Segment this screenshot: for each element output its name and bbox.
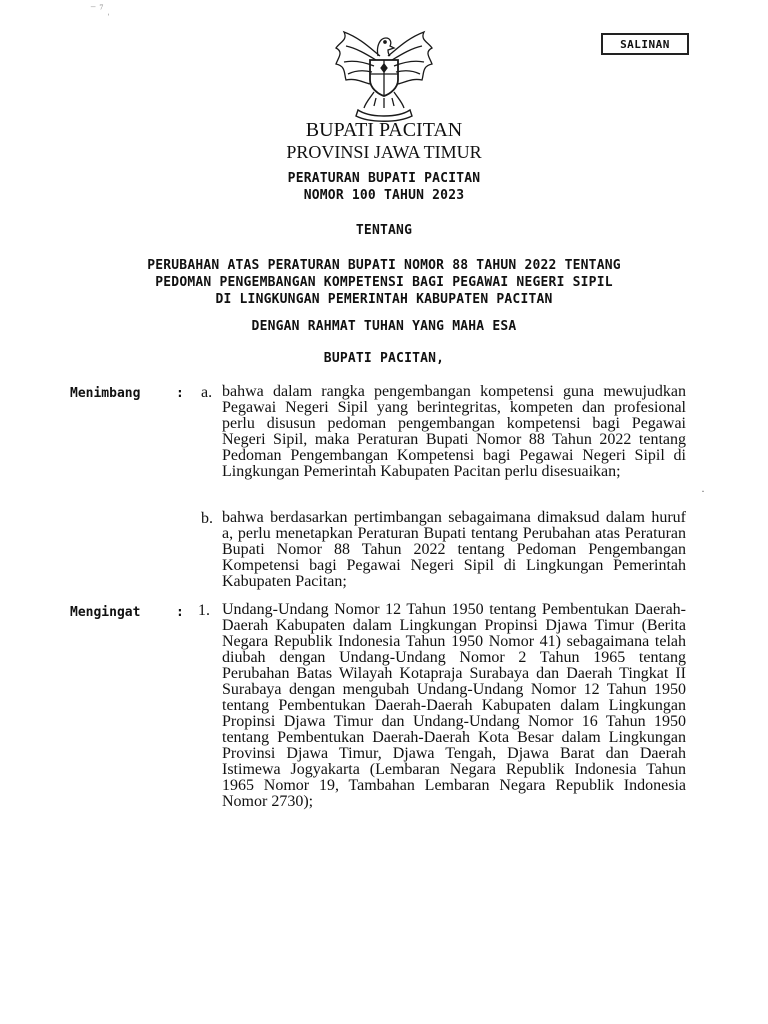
regulation-heading — [60, 170, 708, 204]
page-title: BUPATI PACITAN — [305, 119, 463, 141]
mengingat-item-1: Undang-Undang Nomor 12 Tahun 1950 tentang Pembentukan Daerah-Daerah Kabupaten dalam Lingkungan Propinsi Djawa Timur (Berita Negara Republik Indonesia Tahun 1950 Nomor 41) sebagaimana telah diubah dengan Undang-Undang Nomor 2 Tahun 1965 tentang Perubahan Batas Wilayah Kotapraja Surabaya dan Daerah Tingkat II Surabaya dengan mengubah Undang-Undang Nomor 12 Tahun 1950 tentang Pembentukan Daerah-Daerah Kabupaten dalam Lingkungan Propinsi Djawa Timur dan Undang-Undang Nomor 16 Tahun 1950 tentang Pembentukan Daerah-Daerah Kota Besar dalam Lingkungan Provinsi Djawa Timur, Djawa Tengah, Djawa Barat dan Daerah Istimewa Jogyakarta (Lembaran Negara Republik Indonesia Tahun 1965 Nomor 19, Tambahan Lembaran Negara Republik Indonesia Nomor 2730); — [222, 601, 686, 810]
menimbang-label: Menimbang — [70, 386, 141, 401]
subject-heading — [60, 257, 708, 308]
tentang-heading: TENTANG — [355, 223, 413, 238]
salinan-stamp: SALINAN — [601, 33, 689, 55]
subject-line-2: PEDOMAN PENGEMBANGAN KOMPETENSI BAGI PEGAWAI NEGERI SIPIL — [155, 275, 613, 290]
scan-mark: ⁻ ⁷ ˌ — [90, 2, 111, 16]
menimbang-item-a: bahwa dalam rangka pengembangan kompetensi guna mewujudkan Pegawai Negeri Sipil yang berintegritas, kompeten dan profesional perlu disusun pedoman pengembangan kompetensi bagi Pegawai Negeri Sipil, maka Peraturan Bupati Nomor 88 Tahun 2022 tentang Pedoman Pengembangan Kompetensi bagi Pegawai Negeri Sipil di Lingkungan Pemerintah Kabupaten Pacitan perlu disesuaikan; — [222, 383, 686, 480]
subject-line-1: PERUBAHAN ATAS PERATURAN BUPATI NOMOR 88 TAHUN 2022 TENTANG — [147, 258, 621, 273]
garuda-emblem-icon — [330, 26, 438, 124]
bupati-heading: BUPATI PACITAN, — [323, 351, 445, 366]
regulation-line-1: PERATURAN BUPATI PACITAN — [287, 171, 481, 186]
menimbang-marker-b: b. — [201, 510, 213, 527]
mengingat-colon: : — [176, 605, 184, 620]
rahmat-heading: DENGAN RAHMAT TUHAN YANG MAHA ESA — [251, 319, 517, 334]
scan-speck: · — [701, 484, 705, 498]
mengingat-label: Mengingat — [70, 605, 141, 620]
menimbang-item-b: bahwa berdasarkan pertimbangan sebagaimana dimaksud dalam huruf a, perlu menetapkan Peraturan Bupati tentang Perubahan atas Peraturan Bupati Nomor 88 Tahun 2022 tentang Pedoman Pengembangan Kompetensi bagi Pegawai Negeri Sipil di Lingkungan Pemerintah Kabupaten Pacitan; — [222, 509, 686, 590]
menimbang-colon: : — [176, 386, 184, 401]
subject-line-3: DI LINGKUNGAN PEMERINTAH KABUPATEN PACITAN — [215, 292, 553, 307]
menimbang-marker-a: a. — [201, 384, 213, 401]
mengingat-marker-1: 1. — [198, 602, 210, 619]
province-title: PROVINSI JAWA TIMUR — [286, 142, 482, 162]
regulation-line-2: NOMOR 100 TAHUN 2023 — [303, 188, 465, 203]
